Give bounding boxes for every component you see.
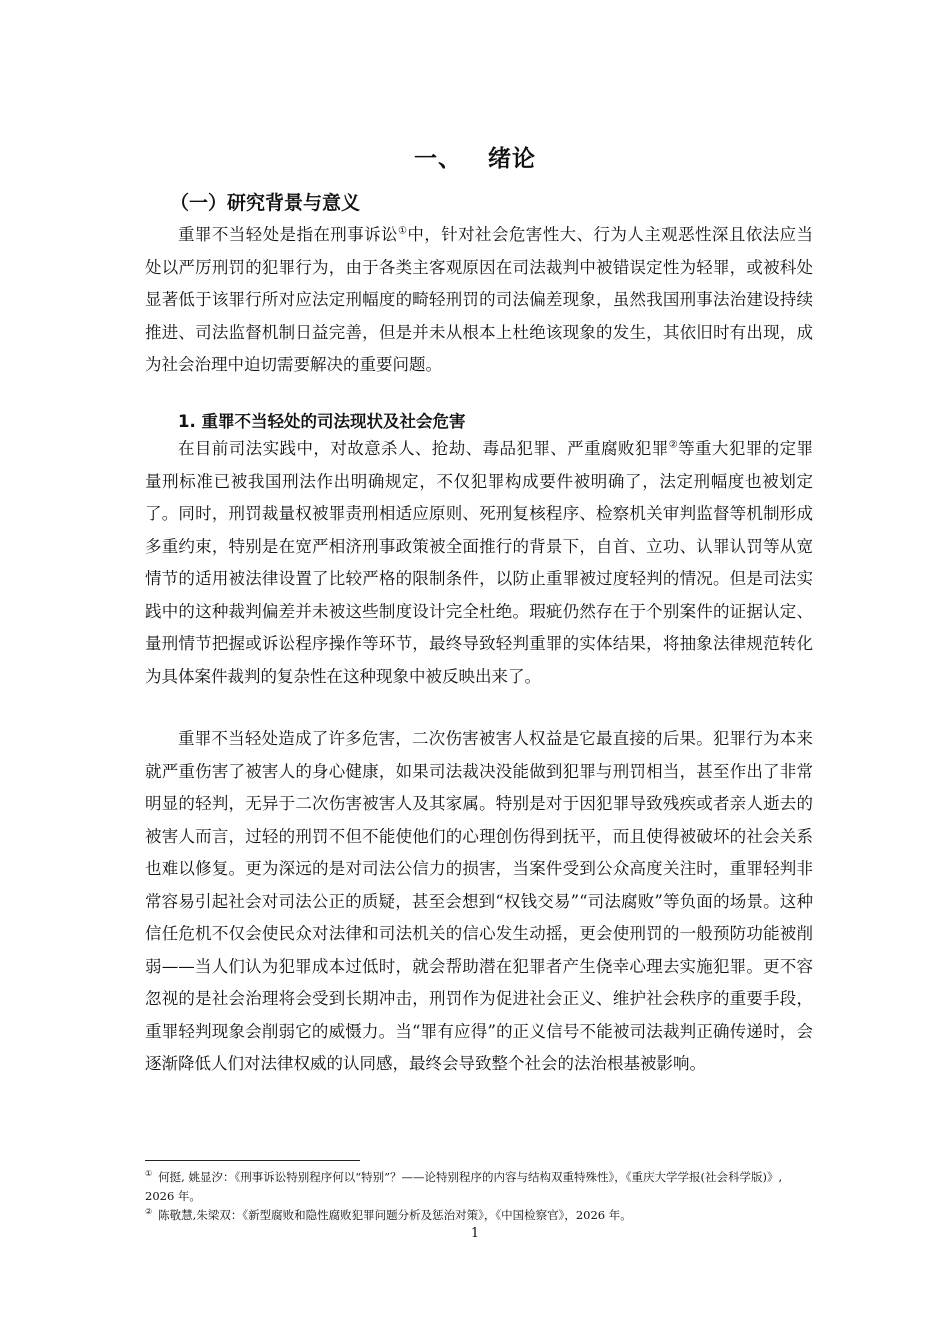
section-title: （一）研究背景与意义	[170, 192, 361, 214]
footnote-1	[145, 1168, 813, 1206]
footnote-text: 何挺, 姚显汐：《刑事诉讼特别程序何以“特别”？——论特别程序的内容与结构双重特殊性》，《重庆大学学报(社会科学版)》, 2026 年。	[145, 1170, 783, 1203]
footnote-mark: ②	[145, 1207, 153, 1217]
chapter-title	[0, 140, 950, 173]
paragraph-harm: 重罪不当轻处造成了许多危害，二次伤害被害人权益是它最直接的后果。犯罪行为本来就严重伤害了被害人的身心健康，如果司法裁决没能做到犯罪与刑罚相当，甚至作出了非常明显的轻判，无异于二次伤害被害人及其家属。特别是对于因犯罪导致残疾或者亲人逝去的被害人而言，过轻的刑罚不但不能使他们的心理创伤得到抚平，而且使得被破坏的社会关系也难以修复。更为深远的是对司法公信力的损害，当案件受到公众高度关注时，重罪轻判非常容易引起社会对司法公正的质疑，甚至会想到“权钱交易”“司法腐败”等负面的场景。这种信任危机不仅会使民众对法律和司法机关的信心发生动摇，更会使刑罚的一般预防功能被削弱——当人们认为犯罪成本过低时，就会帮助潜在犯罪者产生侥幸心理去实施犯罪。更不容忽视的是社会治理将会受到长期冲击，刑罚作为促进社会正义、维护社会秩序的重要手段，重罪轻判现象会削弱它的威慑力。当“罪有应得”的正义信号不能被司法裁判正确传递时，会逐渐降低人们对法律权威的认同感，最终会导致整个社会的法治根基被影响。	[145, 729, 813, 1073]
paragraph-status	[145, 433, 813, 693]
footnotes	[145, 1168, 813, 1225]
footnote-ref-2[interactable]: ②	[668, 439, 679, 451]
footnote-text: 陈敬慧,朱梁双：《新型腐败和隐性腐败犯罪问题分析及惩治对策》，《中国检察官》，2026 年。	[158, 1208, 632, 1222]
footnote-ref-1[interactable]: ①	[397, 225, 408, 237]
paragraph-text: 中，针对社会危害性大、行为人主观恶性深且依法应当处以严厉刑罚的犯罪行为，由于各类主客观原因在司法裁判中被错误定性为轻罪，或被科处显著低于该罪行所对应法定刑幅度的畸轻刑罚的司法偏差现象，虽然我国刑事法治建设持续推进、司法监督机制日益完善，但是并未从根本上杜绝该现象的发生，其依旧时有出现，成为社会治理中迫切需要解决的重要问题。	[145, 225, 814, 374]
paragraph-text: 在目前司法实践中，对故意杀人、抢劫、毒品犯罪、严重腐败犯罪	[178, 439, 669, 458]
subsection-title: 1. 重罪不当轻处的司法现状及社会危害	[178, 412, 466, 431]
paragraph-text: 等重大犯罪的定罪量刑标准已被我国刑法作出明确规定，不仅犯罪构成要件被明确了，法定刑幅度也被划定了。同时，刑罚裁量权被罪责刑相适应原则、死刑复核程序、检察机关审判监督等机制形成多重约束，特别是在宽严相济刑事政策被全面推行的背景下，自首、立功、认罪认罚等从宽情节的适用被法律设置了比较严格的限制条件，以防止重罪被过度轻判的情况。但是司法实践中的这种裁判偏差并未被这些制度设计完全杜绝。瑕疵仍然存在于个别案件的证据认定、量刑情节把握或诉讼程序操作等环节，最终导致轻判重罪的实体结果，将抽象法律规范转化为具体案件裁判的复杂性在这种现象中被反映出来了。	[145, 439, 814, 686]
chapter-heading: 绪论	[488, 146, 536, 172]
footnote-mark: ①	[145, 1169, 153, 1179]
page-number: 1	[470, 1226, 480, 1241]
chapter-number: 一、	[414, 146, 462, 172]
footnote-2	[145, 1206, 813, 1225]
paragraph-definition	[145, 219, 813, 382]
paragraph-text: 重罪不当轻处是指在刑事诉讼	[178, 225, 398, 244]
footnote-separator	[145, 1160, 360, 1161]
